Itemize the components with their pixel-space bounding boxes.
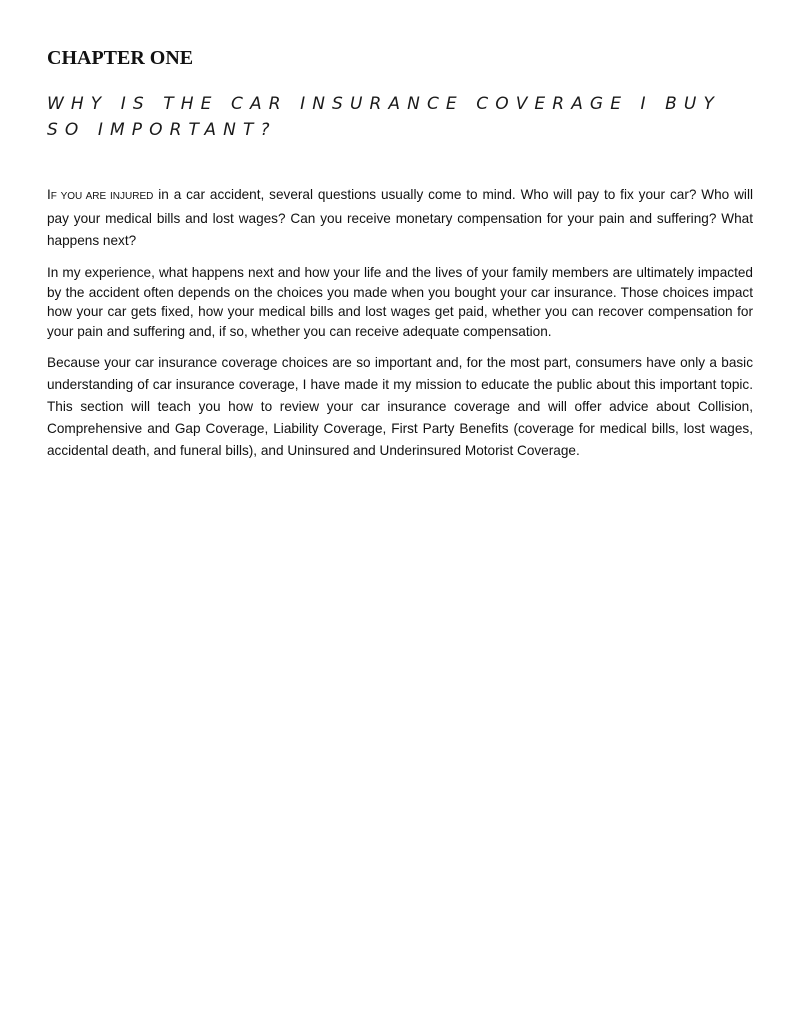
paragraph-3: Because your car insurance coverage choices are so important and, for the most part, consumers have only a basic understanding of car insurance coverage, I have made it my mission to educate the public about this important topic. This section will teach you how to review your car insurance coverage and will offer advice about Collision, Comprehensive and Gap Coverage, Liability Coverage, First Party Benefits (coverage for medical bills, lost wages, accidental death, and funeral bills), and Uninsured and Underinsured Motorist Coverage.	[47, 355, 753, 458]
paragraph-1	[47, 184, 753, 252]
paragraph-2: In my experience, what happens next and how your life and the lives of your family members are ultimately impacted by the accident often depends on the choices you made when you bought your car insurance. Those choices impact how your car gets fixed, how your medical bills and lost wages get paid, whether you can recover compensation for your pain and suffering and, if so, whether you can receive adequate compensation.	[47, 265, 753, 339]
lead-initial: I	[47, 187, 51, 202]
chapter-label: CHAPTER ONE	[47, 47, 194, 69]
chapter-title: WHY IS THE CAR INSURANCE COVERAGE I BUY SO IMPORTANT?	[47, 94, 721, 140]
paragraph-1-text: in a car accident, several questions usually come to mind. Who will pay to fix your car? Who will pay your medical bills and lost wages? Can you receive monetary compensation for your pain and suffering? What happens next?	[47, 187, 753, 248]
lead-smallcaps: F YOU ARE INJURED	[50, 191, 154, 202]
chapter-body	[47, 184, 753, 462]
document-page	[47, 44, 753, 473]
